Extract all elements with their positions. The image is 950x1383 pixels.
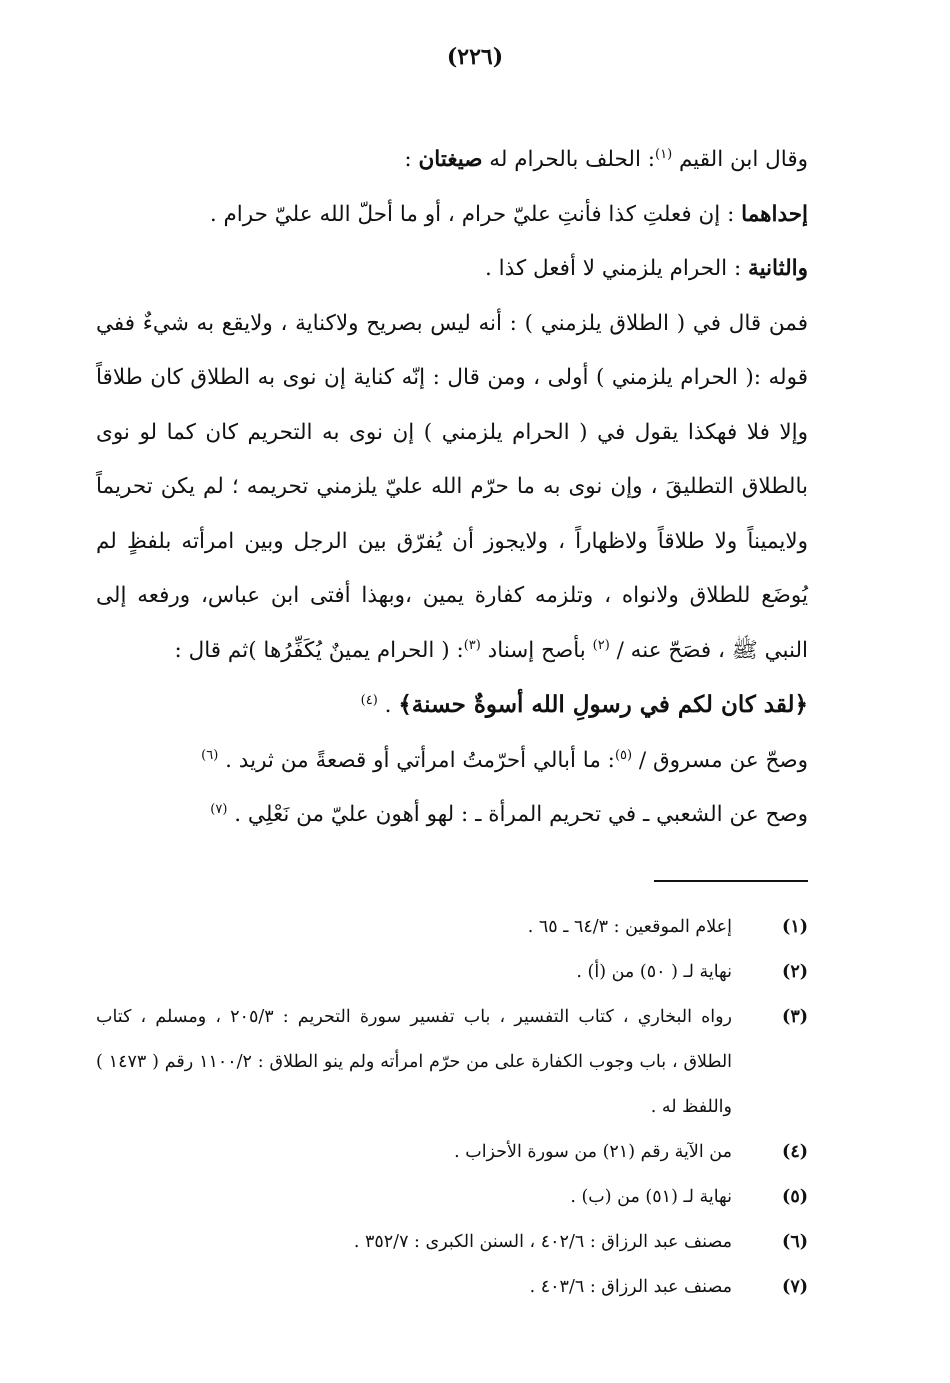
footnote-item — [96, 1220, 808, 1265]
quran-verse: ﴿لقد كان لكم في رسولِ الله أسوةٌ حسنة﴾ — [398, 691, 808, 718]
footnote-item — [96, 1265, 808, 1310]
paragraph-first-form — [96, 188, 808, 243]
footnote-item — [96, 1130, 808, 1175]
text-span: : — [404, 147, 419, 172]
footnote-item — [96, 905, 808, 950]
text-span: وقال ابن القيم — [672, 147, 808, 172]
footnote-number: (٤) — [782, 1142, 808, 1162]
footnote-divider — [654, 880, 808, 882]
page-number: (٢٢٦) — [446, 44, 504, 70]
text-span: فمن قال في ( الطلاق يلزمني ) : أنه ليس بصريح ولاكناية ، ولايقع به شيءٌ ففي قوله :( الحرام يلزمني ) أولى ، ومن قال : إنّه كناية إن نوى به الطلاق كان طلاقاً وإلا فلا فهكذا يقول في ( الحرام يلزمني ) إن نوى به التحريم كان كما لو نوى بالطلاق التطليقَ ، وإن نوى به ما حرّم الله عليّ يلزمني تحريمه ؛ لم يكن تحريماً ولايميناً ولا طلاقاً ولاظهاراً ، ولايجوز أن يُفرّق بين الرجل وبين امرأته بلفظٍ لم يُوضَع للطلاق ولانواه ، وتلزمه كفارة يمين ،وبهذا أفتى ابن عباس، ورفعه إلى النبي ﷺ ، فصَحّ عنه / — [96, 310, 808, 663]
text-span: وصحّ عن مسروق / — [632, 747, 808, 773]
bold-term: إحداهما — [741, 201, 808, 227]
paragraph-masruq — [96, 734, 808, 789]
footnote-ref-5[interactable]: (٥) — [614, 747, 633, 763]
footnote-ref-6[interactable]: (٦) — [201, 747, 219, 763]
main-text — [96, 133, 808, 843]
footnote-ref-3[interactable]: (٣) — [463, 637, 481, 653]
footnote-text: نهاية لـ ( ٥٠) من (أ) . — [576, 962, 732, 982]
paragraph-quran-verse — [96, 678, 808, 734]
footnote-ref-4[interactable]: (٤) — [360, 692, 378, 708]
footnote-ref-7[interactable]: (٧) — [210, 801, 228, 817]
text-span: : إن فعلتِ كذا فأنتِ عليّ حرام ، أو ما أحلّ الله عليّ حرام . — [209, 201, 742, 227]
paragraph-ibn-qayyim — [96, 133, 808, 188]
footnotes — [96, 905, 808, 1310]
footnote-text: إعلام الموقعين : ٦٤/٣ ـ ٦٥ . — [527, 917, 732, 937]
footnote-number: (٢) — [782, 962, 808, 982]
paragraph-shabi — [96, 788, 808, 843]
footnote-ref-1[interactable]: (١) — [655, 146, 673, 162]
footnote-text: مصنف عبد الرزاق : ٤٠٢/٦ ، السنن الكبرى : ٣٥٢/٧ . — [353, 1232, 732, 1252]
footnote-ref-2[interactable]: (٢) — [592, 637, 610, 653]
footnote-item — [96, 995, 808, 1130]
bold-term: والثانية — [748, 256, 808, 281]
footnote-number: (٥) — [782, 1187, 808, 1207]
footnote-text: من الآية رقم (٢١) من سورة الأحزاب . — [454, 1142, 732, 1162]
text-span: : الحلف بالحرام له — [482, 147, 655, 172]
footnote-number: (١) — [782, 917, 808, 937]
footnote-text: رواه البخاري ، كتاب التفسير ، باب تفسير سورة التحريم : ٢٠٥/٣ ، ومسلم ، كتاب الطلاق ، باب وجوب الكفارة على من حرّم امرأته ولم ينو الطلاق : ١١٠٠/٢ رقم ( ١٤٧٣ ) واللفظ له . — [96, 1007, 733, 1117]
footnote-number: (٣) — [782, 1007, 808, 1027]
paragraph-ruling — [96, 297, 808, 679]
text-span: : ( الحرام يمينٌ يُكَفِّرُها )ثم قال : — [174, 637, 464, 663]
footnote-item — [96, 950, 808, 995]
bold-term: صيغتان — [418, 147, 483, 172]
text-span: : ما أبالي أحرّمتُ امرأتي أو قصعةً من ثريد . — [218, 747, 615, 773]
text-span: . — [377, 693, 399, 718]
footnote-number: (٧) — [782, 1277, 808, 1297]
footnote-item — [96, 1175, 808, 1220]
text-span: وصح عن الشعبي ـ في تحريم المرأة ـ : لهو أهون عليّ من نَعْلِي . — [227, 802, 808, 827]
footnote-text: نهاية لـ (٥١) من (ب) . — [570, 1187, 732, 1207]
text-span: بأصح إسناد — [480, 637, 593, 663]
footnote-number: (٦) — [782, 1232, 808, 1252]
text-span: : الحرام يلزمني لا أفعل كذا . — [485, 256, 749, 281]
footnote-text: مصنف عبد الرزاق : ٤٠٣/٦ . — [529, 1277, 732, 1297]
paragraph-second-form — [96, 242, 808, 297]
